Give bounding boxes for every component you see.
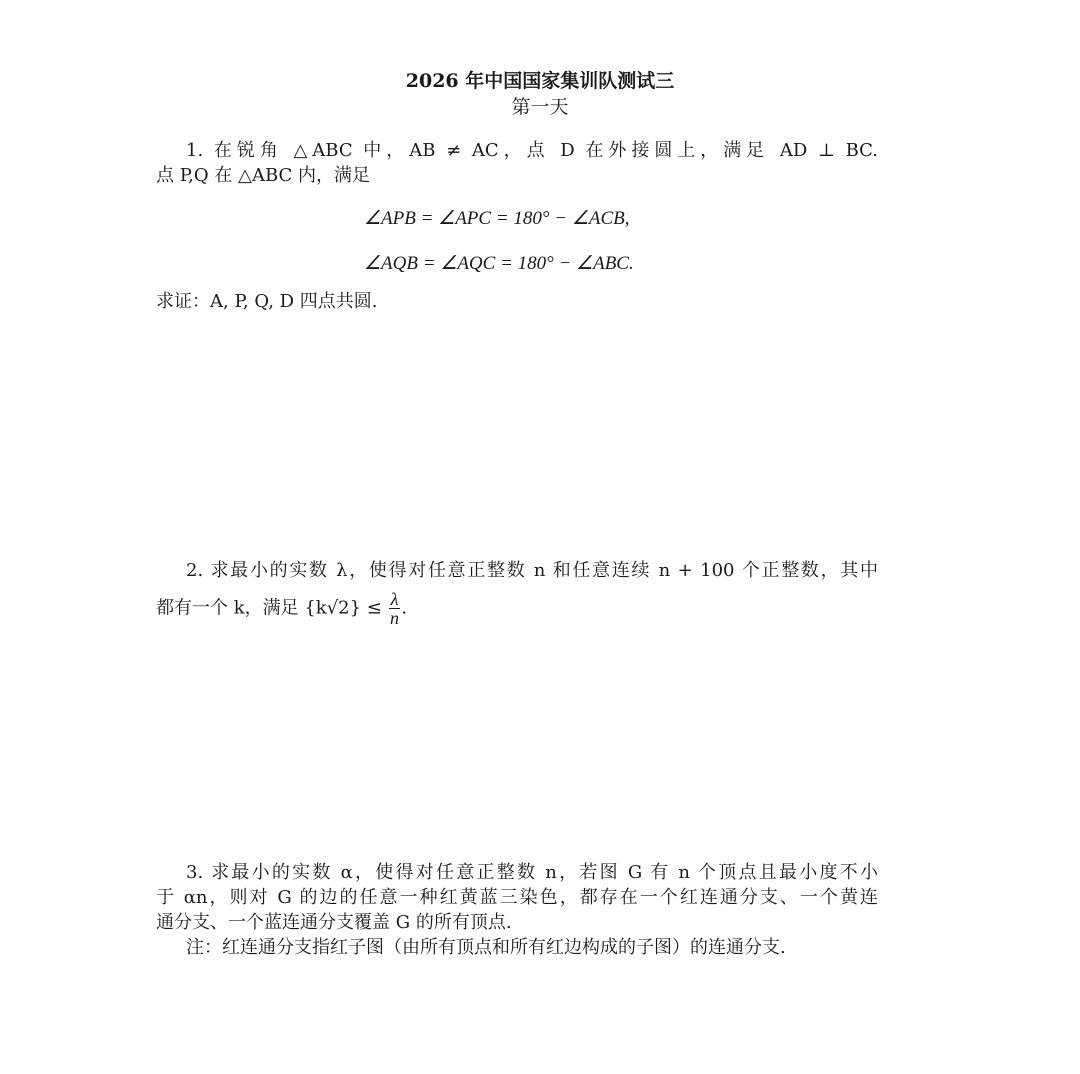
problem-text: 都有一个 k，满足 {k√2} ≤: [156, 597, 382, 619]
problem-number: 1.: [186, 140, 204, 161]
exam-title: 2026 年中国国家集训队测试三: [405, 70, 675, 92]
problem-2-line-2: [156, 590, 878, 627]
problem-text: 求最小的实数 α，使得对任意正整数 n，若图 G 有 n 个顶点且最小度不小: [211, 862, 878, 883]
problem-number: 3.: [186, 862, 204, 883]
problem-1-conclusion: 求证：A, P, Q, D 四点共圆.: [156, 291, 378, 312]
problem-3-line-3: 通分支、一个蓝连通分支覆盖 G 的所有顶点.: [156, 912, 512, 933]
fraction-numerator: λ: [390, 589, 399, 609]
problem-3-line-1: [156, 861, 878, 885]
fraction-denominator: n: [390, 608, 400, 628]
period: .: [401, 597, 408, 619]
problem-text: 求最小的实数 λ，使得对任意正整数 n 和任意连续 n + 100 个正整数，其中: [210, 560, 878, 581]
exam-subtitle: 第一天: [511, 96, 569, 118]
fraction: [389, 590, 401, 627]
problem-1-line-1: [156, 139, 878, 163]
problem-number: 2.: [186, 560, 204, 581]
problem-3-note: 注：红连通分支指红子图（由所有顶点和所有红边构成的子图）的连通分支.: [186, 937, 786, 958]
problem-3-line-2: 于 αn，则对 G 的边的任意一种红黄蓝三染色，都存在一个红连通分支、一个黄连: [156, 887, 878, 908]
problem-text: 在锐角 △ABC 中，AB ≠ AC，点 D 在外接圆上，满足 AD ⊥ BC.: [213, 140, 878, 161]
problem-1-line-2: 点 P,Q 在 △ABC 内，满足: [156, 165, 371, 186]
equation-1: ∠APB = ∠APC = 180° − ∠ACB,: [364, 208, 630, 229]
equation-2: ∠AQB = ∠AQC = 180° − ∠ABC.: [364, 253, 634, 274]
problem-2-line-1: [156, 559, 878, 583]
